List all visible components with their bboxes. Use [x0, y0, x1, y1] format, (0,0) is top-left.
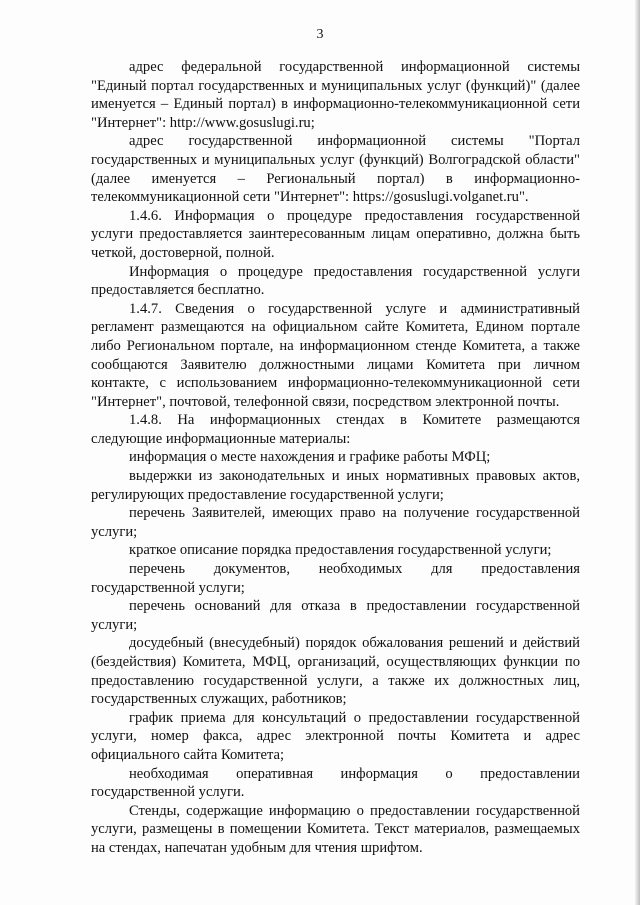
list-item-required-documents: перечень документов, необходимых для предоставления государственной услуги; — [91, 561, 580, 596]
list-item-operational-info: необходимая оперативная информация о предоставлении государственной услуги. — [91, 765, 580, 801]
paragraph-1-4-7: 1.4.7. Сведения о государственной услуге и административный регламент размещаются на официальном сайте Комитета, Едином портале либо Региональном портале, на информационном стенде Комитета, а также сообщаются Заявителю должностными лицами Комитета при личном контакте, с использованием информационно-телекоммуникационной сети "Интернет", почтовой, телефонной связи, посредством электронной почты. — [91, 300, 580, 410]
page-edge-shadow — [634, 0, 640, 905]
page-number: 3 — [316, 27, 324, 42]
paragraph-federal-portal-address: адрес федеральной государственной информационной системы "Единый портал государственных и муниципальных услуг (функций)" (далее именуется – Единый портал) в информационно-телекоммуникационной сети "Интернет": http://www.gosuslugi.ru; — [91, 59, 580, 131]
paragraph-regional-portal-address: адрес государственной информационной системы "Портал государственных и муниципальных услуг (функций) Волгоградской области" (далее именуется – Региональный портал) в информационно-телекоммуникационной сети "Интернет": https://gosuslugi.volganet.ru". — [91, 133, 580, 206]
list-item-consultation-schedule: график приема для консультаций о предоставлении государственной услуги, номер факса, адрес электронной почты Комитета и адрес официального сайта Комитета; — [91, 709, 580, 763]
paragraph-1-4-6: 1.4.6. Информация о процедуре предоставления государственной услуги предоставляется заинтересованным лицам оперативно, должна быть четкой, достоверной, полной. — [91, 207, 580, 261]
paragraph-1-4-8: 1.4.8. На информационных стендах в Комитете размещаются следующие информационные материалы: — [91, 412, 580, 447]
list-item-refusal-grounds: перечень оснований для отказа в предоставлении государственной услуги; — [91, 598, 580, 633]
list-item-applicants: перечень Заявителей, имеющих право на получение государственной услуги; — [91, 505, 580, 540]
list-item-mfc-location: информация о месте нахождения и графике работы МФЦ; — [129, 449, 491, 466]
list-item-procedure-description: краткое описание порядка предоставления государственной услуги; — [129, 542, 552, 559]
list-item-appeal-procedure: досудебный (внесудебный) порядок обжалования решений и действий (бездействия) Комитета, МФЦ, организаций, осуществляющих функции по предоставлению государственной услуги, а также их должностных лиц, государственных служащих, работников; — [91, 635, 580, 708]
document-body — [91, 58, 580, 858]
list-item-legal-excerpts: выдержки из законодательных и иных нормативных правовых актов, регулирующих предоставление государственной услуги; — [91, 468, 580, 503]
paragraph-stands: Стенды, содержащие информацию о предоставлении государственной услуги, размещены в помещении Комитета. Текст материалов, размещаемых на стендах, напечатан удобным для чтения шрифтом. — [91, 802, 580, 856]
paragraph-free-information: Информация о процедуре предоставления государственной услуги предоставляется бесплатно. — [91, 263, 580, 299]
